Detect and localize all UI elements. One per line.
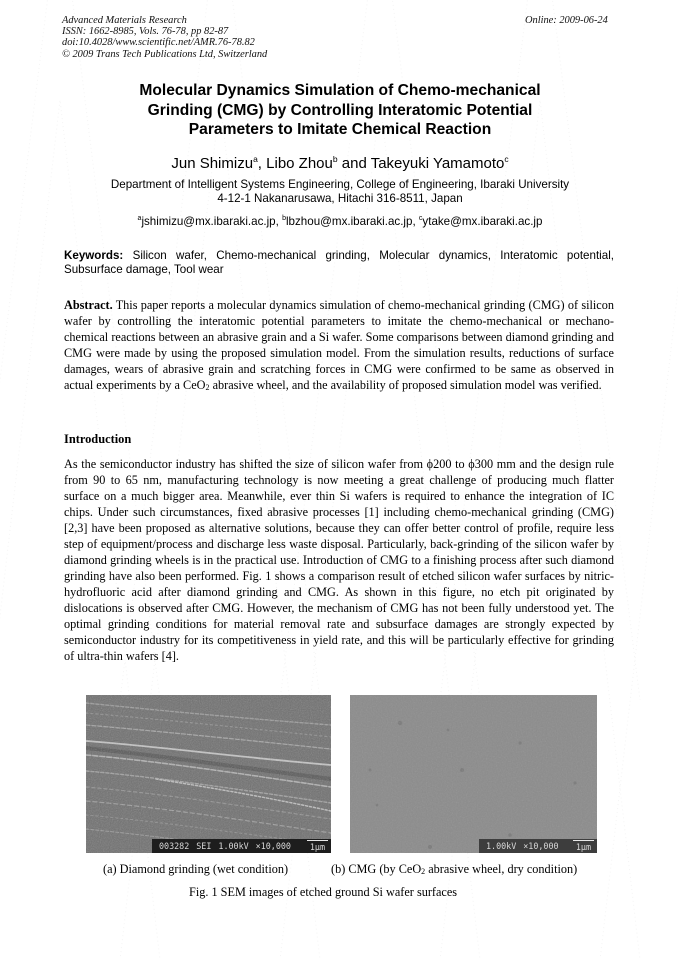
scale-bar-label: 1μm — [576, 839, 591, 854]
email-mark: c — [418, 215, 423, 222]
keywords-text: Silicon wafer, Chemo-mechanical grinding, Molecular dynamics, Interatomic potential, Subsurface damage, Tool wear — [64, 249, 614, 276]
online-date: Online: 2009-06-24 — [525, 15, 608, 26]
sem-voltage: 1.00kV — [218, 841, 249, 851]
sem-magnification: ×10,000 — [523, 841, 559, 851]
email-mark: b — [282, 215, 286, 222]
email-address[interactable]: jshimizu@mx.ibaraki.ac.jp — [141, 215, 276, 228]
sem-magnification: ×10,000 — [255, 841, 291, 851]
journal-name: Advanced Materials Research — [62, 15, 187, 26]
figure-caption: Fig. 1 SEM images of etched ground Si wafer surfaces — [189, 885, 458, 899]
author-name: Jun Shimizu — [171, 155, 254, 172]
title-line-2: Grinding (CMG) by Controlling Interatomic Potential — [147, 101, 533, 119]
author-name: Takeyuki Yamamoto — [370, 155, 505, 172]
striated-surface-graphic — [86, 695, 331, 853]
email-address[interactable]: ytake@mx.ibaraki.ac.jp — [422, 215, 543, 228]
scale-bar-label: 1μm — [310, 839, 325, 854]
sem-databar — [479, 839, 597, 853]
sem-image-diamond-grinding — [86, 695, 331, 853]
email-list — [60, 212, 620, 229]
section-heading-introduction: Introduction — [64, 432, 132, 446]
introduction-paragraph: As the semiconductor industry has shifted the size of silicon wafer from ϕ200 to ϕ300 mm and the design rule from 90 to 65 nm, manufacturing technology is now meeting a great challenge of producing much flatter surface on a much bigger area. Meanwhile, ever thin Si wafers is required to enhance the integration of IC chips. Under such circumstances, fixed abrasive processes [1] including chemo-mechanical grinding (CMG) [2,3] have been proposed as alternative solutions, because they can offer better control of profile, require less step of equipment/process and discharge less waste disposal. Particularly, back-grinding of the silicon wafer by diamond grinding wheels is in the practical use. Introduction of CMG to a finishing process after such diamond grinding have also been performed. Fig. 1 shows a comparison result of etched silicon wafer surfaces by nitric-hydrofluoric acid after diamond grinding and CMG. As shown in this figure, no etch pit originated by dislocations is observed after CMG. However, the mechanism of CMG has not been fully understood yet. The optimal grinding conditions for material removal rate and subsurface damages are strongly expected by semiconductor industry for its competitiveness in yield rate, and this will be particularly effective for grinding of ultra-thin wafers [4]. — [64, 457, 614, 663]
smooth-surface-graphic — [350, 695, 597, 853]
sem-image-cmg — [350, 695, 597, 853]
abstract — [64, 297, 614, 396]
email-separator: , — [275, 215, 283, 228]
keywords-label: Keywords: — [64, 249, 124, 262]
author-mark: c — [504, 154, 509, 164]
sem-databar — [152, 839, 331, 853]
affiliation — [60, 178, 620, 206]
affiliation-address: 4-12-1 Nakanarusawa, Hitachi 316-8511, Japan — [217, 192, 463, 205]
email-mark: a — [137, 215, 142, 222]
author-name: Libo Zhou — [266, 155, 333, 172]
title-line-1: Molecular Dynamics Simulation of Chemo-mechanical — [139, 82, 541, 99]
author-separator: , — [257, 155, 267, 172]
subcaption-b — [331, 861, 577, 880]
journal-header — [62, 15, 267, 60]
sem-voltage: 1.00kV — [486, 841, 517, 851]
email-address[interactable]: lbzhou@mx.ibaraki.ac.jp — [285, 215, 413, 228]
copyright-line: © 2009 Trans Tech Publications Ltd, Switzerland — [62, 48, 268, 60]
doi-line: doi:10.4028/www.scientific.net/AMR.76-78.82 — [62, 37, 255, 49]
author-mark: a — [253, 154, 258, 164]
subcaption-b-text: (b) CMG (by CeO — [331, 862, 422, 876]
author-separator: and — [337, 155, 371, 172]
issn-line: ISSN: 1662-8985, Vols. 76-78, pp 82-87 — [62, 26, 229, 38]
abstract-text: This paper reports a molecular dynamics simulation of chemo-mechanical grinding (CMG) of silicon wafer by controlling the interatomic potential parameters to imitate the chemo-mechanical or mechano-chemical reactions between an abrasive grain and a Si wafer. Some comparisons between diamond grinding and CMG were made by using the proposed simulation model. From the simulation results, reductions of surface damages, wears of abrasive grain and scratching forces in CMG were confirmed to be same as observed in actual experiments by a CeO — [64, 298, 614, 392]
subcaption-a: (a) Diamond grinding (wet condition) — [103, 862, 289, 876]
paper-title — [60, 81, 620, 140]
sem-mode: SEI — [196, 841, 212, 851]
subcaption-b-subscript: 2 — [421, 867, 426, 876]
abstract-label: Abstract. — [64, 298, 113, 312]
sem-image-id: 003282 — [159, 841, 190, 851]
abstract-subscript: 2 — [205, 383, 210, 392]
keywords — [64, 249, 614, 277]
email-separator: , — [412, 215, 419, 228]
title-line-3: Parameters to Imitate Chemical Reaction — [188, 121, 492, 138]
author-list — [60, 150, 620, 173]
subcaption-b-text-end: abrasive wheel, dry condition) — [425, 862, 578, 876]
author-mark: b — [332, 154, 338, 164]
affiliation-department: Department of Intelligent Systems Engineering, College of Engineering, Ibaraki University — [110, 178, 570, 191]
abstract-text-end: abrasive wheel, and the availability of proposed simulation model was verified. — [209, 378, 602, 392]
